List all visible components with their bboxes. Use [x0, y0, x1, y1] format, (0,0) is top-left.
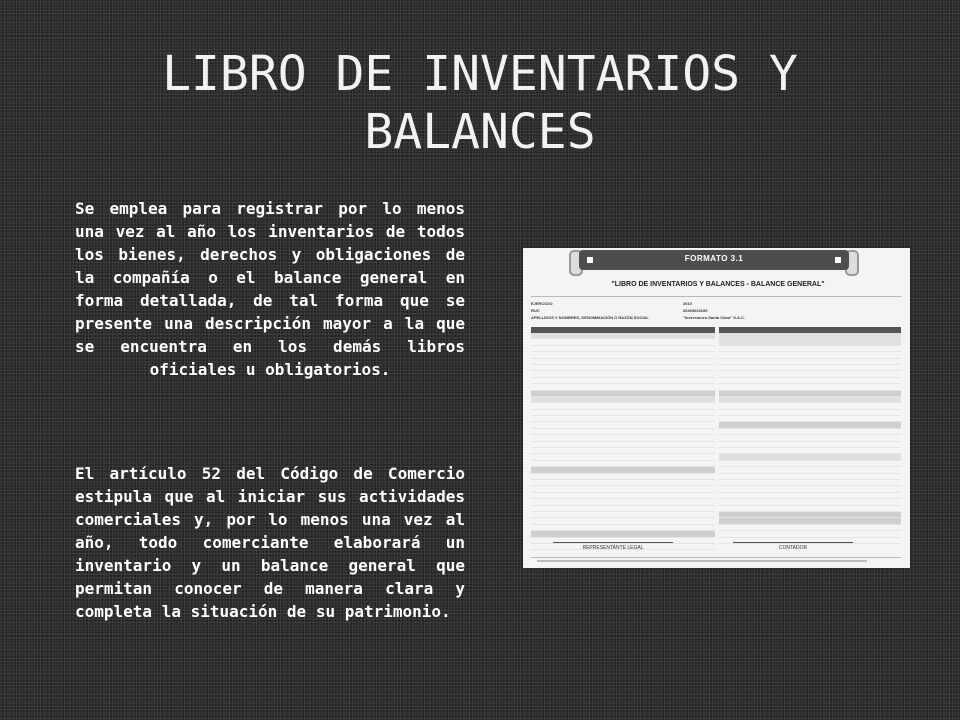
slide-title: LIBRO DE INVENTARIOS Y BALANCES	[162, 46, 798, 160]
paragraph-definition: Se emplea para registrar por lo menos una vez al año los inventarios de todos los bienes, derechos y obligaciones de la compañía o el balance general en forma detallada, de tal forma que se presente una descripción mayor a la que se encuentra en los demás libros oficiales u obligatorios.	[75, 199, 465, 379]
meta-value: 2010	[683, 301, 692, 306]
signature-line	[733, 542, 853, 543]
format-tab	[579, 250, 849, 270]
format-tab-label: FORMATO 3.1	[684, 254, 744, 263]
assets-column	[531, 327, 715, 550]
meta-value: "Inversiones Santa Clara" S.A.C.	[683, 315, 746, 320]
signature-line	[553, 542, 673, 543]
liabilities-column	[719, 327, 901, 544]
meta-value: 20403020109	[683, 308, 708, 313]
paragraph-article-52: El artículo 52 del Código de Comercio estipula que al iniciar sus actividades comerciales y, por lo menos una vez al año, todo comerciante elaborará un inventario y un balance general que permitan conocer de manera clara y completa la situación de su patrimonio.	[75, 464, 465, 621]
balance-sheet-format-image	[523, 248, 910, 568]
divider	[531, 557, 901, 558]
document-heading: "LIBRO DE INVENTARIOS Y BALANCES - BALANCE GENERAL"	[611, 281, 825, 288]
signature-label-right: CONTADOR	[778, 545, 808, 551]
meta-label: APELLIDOS Y NOMBRES, DENOMINACIÓN O RAZÓN SOCIAL	[531, 315, 649, 320]
footnote-line	[537, 560, 867, 562]
meta-label: RUC	[531, 308, 540, 313]
divider	[531, 296, 902, 297]
signature-label-left: REPRESENTANTE LEGAL	[582, 545, 644, 551]
meta-label: EJERCICIO	[531, 301, 553, 306]
square-bullet-icon	[835, 257, 841, 263]
